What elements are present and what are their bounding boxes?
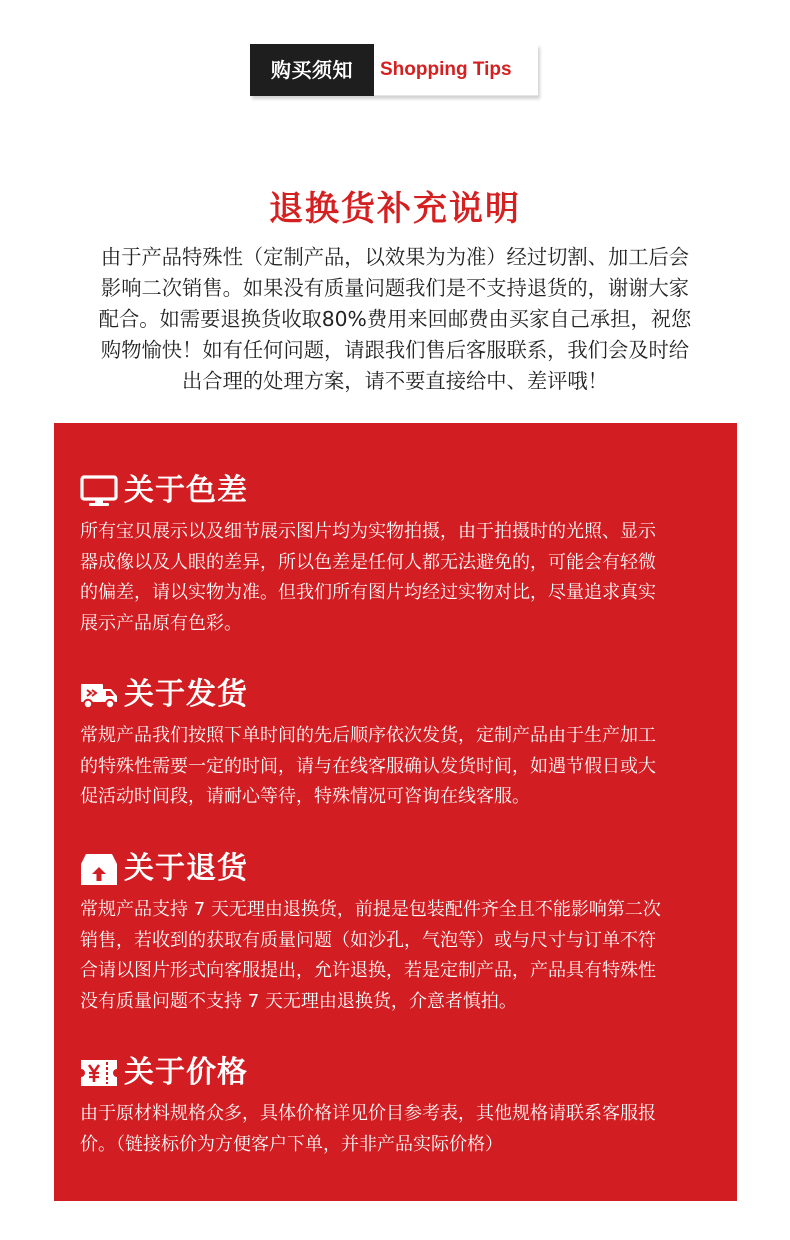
- monitor-icon: [80, 473, 118, 509]
- section-returns: [80, 847, 720, 1017]
- info-panel: [54, 423, 737, 1201]
- return-box-icon: [80, 851, 118, 887]
- section-line: 器成像以及人眼的差异，所以色差是任何人都无法避免的，可能会有轻微: [80, 551, 656, 573]
- intro-line: 出合理的处理方案，请不要直接给中、差评哦！: [182, 369, 608, 393]
- badge-english-label: Shopping Tips: [374, 44, 538, 96]
- section-line: 由于原材料规格众多，具体价格详见价目参考表，其他规格请联系客服报: [80, 1103, 656, 1124]
- section-shipping: [80, 673, 720, 813]
- section-title: 关于退货: [124, 851, 248, 886]
- section-body: [80, 721, 720, 813]
- section-line: 价。（链接标价为方便客户下单，并非产品实际价格）: [80, 1133, 503, 1155]
- section-body: [80, 895, 720, 1017]
- page-title: 退换货补充说明: [269, 189, 521, 229]
- section-title: 关于发货: [124, 677, 248, 712]
- shopping-tips-badge: [250, 44, 538, 96]
- badge-chinese-label: 购买须知: [250, 44, 374, 96]
- section-color-difference: [80, 469, 720, 639]
- yen-ticket-icon: [80, 1055, 118, 1091]
- section-line: 展示产品原有色彩。: [80, 612, 242, 634]
- section-line: 促活动时间段，请耐心等待，特殊情况可咨询在线客服。: [80, 786, 530, 807]
- intro-paragraph: [52, 242, 738, 397]
- section-title: 关于价格: [124, 1055, 248, 1090]
- section-line: 的特殊性需要一定的时间，请与在线客服确认发货时间，如遇节假日或大: [80, 755, 656, 777]
- section-title: 关于色差: [124, 473, 248, 508]
- intro-line: 配合。如需要退换货收取80%费用来回邮费由买家自己承担，祝您: [98, 307, 692, 331]
- section-price: [80, 1051, 720, 1160]
- section-body: [80, 517, 720, 639]
- section-line: 常规产品支持 7 天无理由退换货，前提是包装配件齐全且不能影响第二次: [80, 899, 661, 920]
- section-line: 常规产品我们按照下单时间的先后顺序依次发货，定制产品由于生产加工: [80, 725, 656, 746]
- section-line: 的偏差，请以实物为准。但我们所有图片均经过实物对比，尽量追求真实: [80, 582, 656, 603]
- section-body: [80, 1099, 720, 1160]
- intro-line: 影响二次销售。如果没有质量问题我们是不支持退货的，谢谢大家: [100, 276, 690, 300]
- section-line: 所有宝贝展示以及细节展示图片均为实物拍摄，由于拍摄时的光照、显示: [80, 521, 656, 542]
- section-line: 销售，若收到的获取有质量问题（如沙孔，气泡等）或与尺寸与订单不符: [80, 929, 656, 951]
- intro-line: 由于产品特殊性（定制产品，以效果为为准）经过切割、加工后会: [100, 245, 690, 269]
- section-line: 没有质量问题不支持 7 天无理由退换货，介意者慎拍。: [80, 990, 517, 1012]
- section-line: 合请以图片形式向客服提出，允许退换，若是定制产品，产品具有特殊性: [80, 960, 656, 981]
- delivery-truck-icon: [80, 677, 118, 713]
- intro-line: 购物愉快！如有任何问题，请跟我们售后客服联系，我们会及时给: [100, 338, 690, 362]
